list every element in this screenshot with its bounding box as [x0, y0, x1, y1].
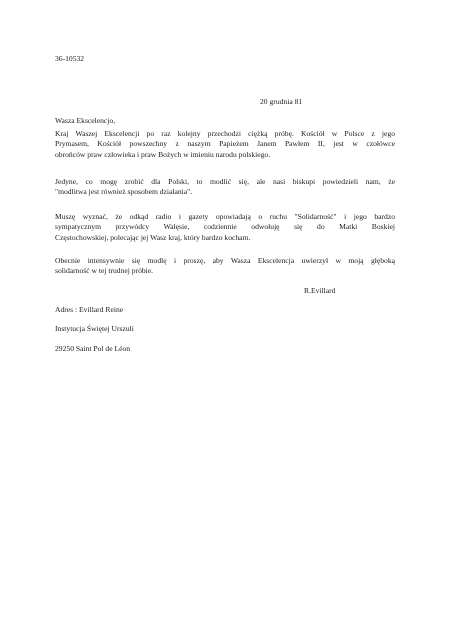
paragraph-line: Częstochowskiej, polecając jej Wasz kraj, który bardzo kocham. — [55, 232, 251, 242]
paragraph-line: Jedyne, co mogę zrobić dla Polski, to modlić się, ale nasi biskupi powiedzieli nam, że — [55, 177, 395, 186]
salutation: Wasza Ekscelencjo, — [55, 116, 116, 125]
signature-name: R.Evillard — [304, 286, 336, 295]
paragraph-line: Prymasem, Kościół powszechny z naszym Papieżem Janem Pawłem II, jest w czołówce — [55, 139, 395, 149]
reference-number: 36-10532 — [55, 54, 85, 63]
paragraph-4 — [55, 256, 395, 277]
address-line: Adres : Evillard Reine — [55, 305, 124, 314]
letter-date: 20 grudnia 81 — [260, 97, 303, 106]
paragraph-2 — [55, 177, 395, 198]
paragraph-3 — [55, 212, 395, 243]
address-line: 29250 Saint Pol de Léon — [55, 344, 131, 353]
paragraph-line: sympatycznym przywódcy Wałęsie, codziennie odwołuję się do Matki Boskiej — [55, 222, 395, 232]
paragraph-line: Obecnie intensywnie się modlę i proszę, aby Wasza Ekscelencja uwierzył w moją głęboką — [55, 256, 395, 265]
paragraph-line: Muszę wyznać, że odkąd radio i gazety opowiadają o ruchu "Solidarność" i jego bardzo — [55, 212, 395, 221]
paragraph-1 — [55, 129, 395, 160]
paragraph-line: "modlitwa jest również sposobem działania". — [55, 187, 193, 197]
paragraph-line: solidarność w tej trudnej próbie. — [55, 266, 154, 276]
paragraph-line: obrońców praw człowieka i praw Bożych w imieniu narodu polskiego. — [55, 149, 271, 159]
address-line: Instytucja Świętej Urszuli — [55, 324, 134, 333]
paragraph-line: Kraj Waszej Ekscelencji po raz kolejny przechodzi ciężką próbę. Kościół w Polsce z jego — [55, 129, 395, 138]
